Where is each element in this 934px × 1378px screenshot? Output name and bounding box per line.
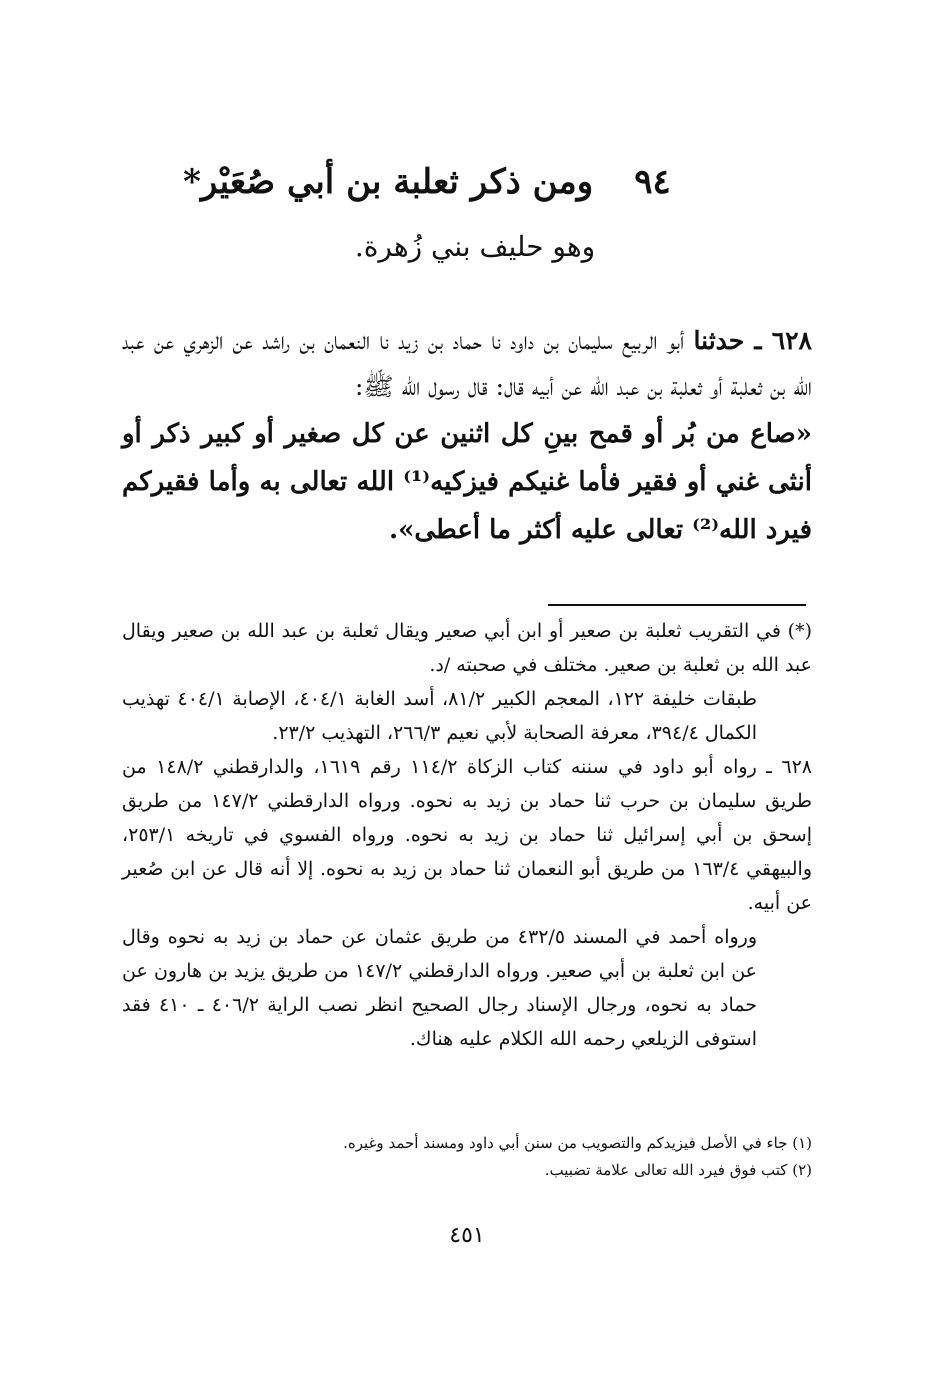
hadith-isnad: أبو الربيع سليمان بن داود نا حماد بن زيد نا النعمان بن راشد عن الزهري عن عبد الله بن ثعلبة أو ثعلبة بن عبد الله عن أبيه قال: قال رسول الله ﷺ: bbox=[122, 326, 812, 401]
footnote-1: (١) جاء في الأصل فيزيدكم والتصويب من سنن أبي داود ومسند أحمد وغيره. bbox=[343, 1134, 812, 1152]
footnote-2: (٢) كتب فوق فيرد الله تعالى علامة تضبيب. bbox=[544, 1161, 812, 1179]
footnotes bbox=[122, 1130, 812, 1184]
note-628-continued: ورواه أحمد في المسند ٤٣٢/٥ من طريق عثمان عن حماد بن زيد به نحوه وقال عن ابن ثعلبة بن أبي صعير. ورواه الدارقطني ١٤٧/٢ من طريق يزيد بن هارون عن حماد به نحوه، ورجال الإسناد رجال الصحيح انظر نصب الراية ٤٠٦/٢ ـ ٤١٠ فقد استوفى الزيلعي رحمه الله الكلام عليه هناك. bbox=[122, 926, 757, 1050]
footnote-divider bbox=[548, 604, 806, 606]
commentary-notes bbox=[122, 614, 812, 1056]
page-number: ٤٥١ bbox=[449, 1223, 485, 1248]
chapter-heading bbox=[183, 152, 700, 212]
hadith-lead: ٦٢٨ ـ حدثنا bbox=[693, 326, 812, 355]
hadith-body bbox=[122, 318, 812, 554]
hadith-matn: «صاع من بُر أو قمح بينِ كل اثنين عن كل صغير أو كبير ذكر أو أنثى غني أو فقير فأما غنيكم فيزكيه⁽¹⁾ الله تعالى به وأما فقيركم فيرد الله⁽²⁾ تعالى عليه أكثر ما أعطى». bbox=[122, 419, 812, 545]
note-628: ٦٢٨ ـ رواه أبو داود في سننه كتاب الزكاة ١١٤/٢ رقم ١٦١٩، والدارقطني ١٤٨/٢ من طريق سليمان بن حرب ثنا حماد بن زيد به نحوه. ورواه الدارقطني ١٤٧/٢ من طريق إسحق بن أبي إسرائيل ثنا حماد بن زيد به نحوه. ورواه الفسوي في تاريخه ٢٥٣/١، والبيهقي ١٦٣/٤ من طريق أبو النعمان ثنا حماد بن زيد به نحوه. إلا أنه قال عن ابن صُعير عن أبيه. bbox=[122, 756, 813, 914]
chapter-title: ومن ذكر ثعلبة بن أبي صُعَيْر* bbox=[183, 162, 594, 202]
star-note-references: طبقات خليفة ١٢٢، المعجم الكبير ٨١/٢، أسد الغابة ٤٠٤/١، الإصابة ٤٠٤/١ تهذيب الكمال ٣٩٤/٤، معرفة الصحابة لأبي نعيم ٢٦٦/٣، التهذيب ٢٣/٢. bbox=[122, 688, 758, 744]
star-note: (*) في التقريب ثعلبة بن صعير أو ابن أبي صعير ويقال ثعلبة بن عبد الله بن صعير ويقال عبد الله بن ثعلبة بن صعير. مختلف في صحبته /د. bbox=[122, 620, 812, 676]
chapter-subheading: وهو حليف بني زُهرة. bbox=[354, 230, 596, 263]
chapter-number: ٩٤ bbox=[634, 162, 671, 202]
